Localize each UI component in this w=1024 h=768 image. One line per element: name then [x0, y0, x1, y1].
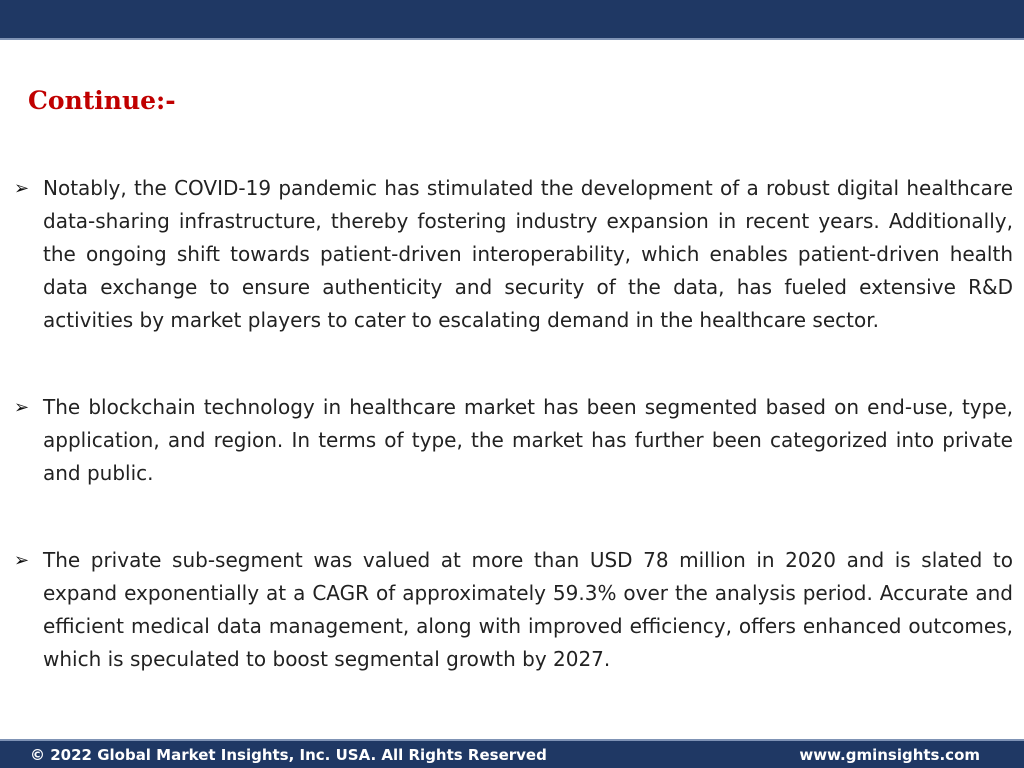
arrow-bullet-icon: ➢	[14, 178, 30, 199]
website-link[interactable]: www.gminsights.com	[799, 746, 980, 764]
bullet-text: Notably, the COVID-19 pandemic has stimulated the development of a robust digital healthcare data-sharing infrastructure, thereby fostering industry expansion in recent years. Additionally, the ongoing shift towards patient-driven interoperability, which enables patient-driven health data exchange to ensure authenticity and security of the data, has fueled extensive R&D activities by market players to cater to escalating demand in the healthcare sector.	[43, 176, 1013, 332]
arrow-bullet-icon: ➢	[14, 550, 30, 571]
bullet-text: The private sub-segment was valued at more than USD 78 million in 2020 and is slated to expand exponentially at a CAGR of approximately 59.3% over the analysis period. Accurate and efficient medical data management, along with improved efficiency, offers enhanced outcomes, which is speculated to boost segmental growth by 2027.	[43, 548, 1013, 671]
page-heading: Continue:-	[28, 86, 176, 115]
bullet-text: The blockchain technology in healthcare market has been segmented based on end-use, type, application, and region. In terms of type, the market has further been categorized into private and public.	[43, 395, 1013, 485]
bullet-list	[14, 172, 1013, 676]
footer-bar	[0, 739, 1024, 768]
bullet-item-covid	[14, 172, 1013, 337]
header-bar	[0, 0, 1024, 40]
copyright-text: © 2022 Global Market Insights, Inc. USA. All Rights Reserved	[30, 746, 547, 764]
bullet-item-private-segment	[14, 544, 1013, 676]
bullet-item-segmentation	[14, 391, 1013, 490]
arrow-bullet-icon: ➢	[14, 397, 30, 418]
